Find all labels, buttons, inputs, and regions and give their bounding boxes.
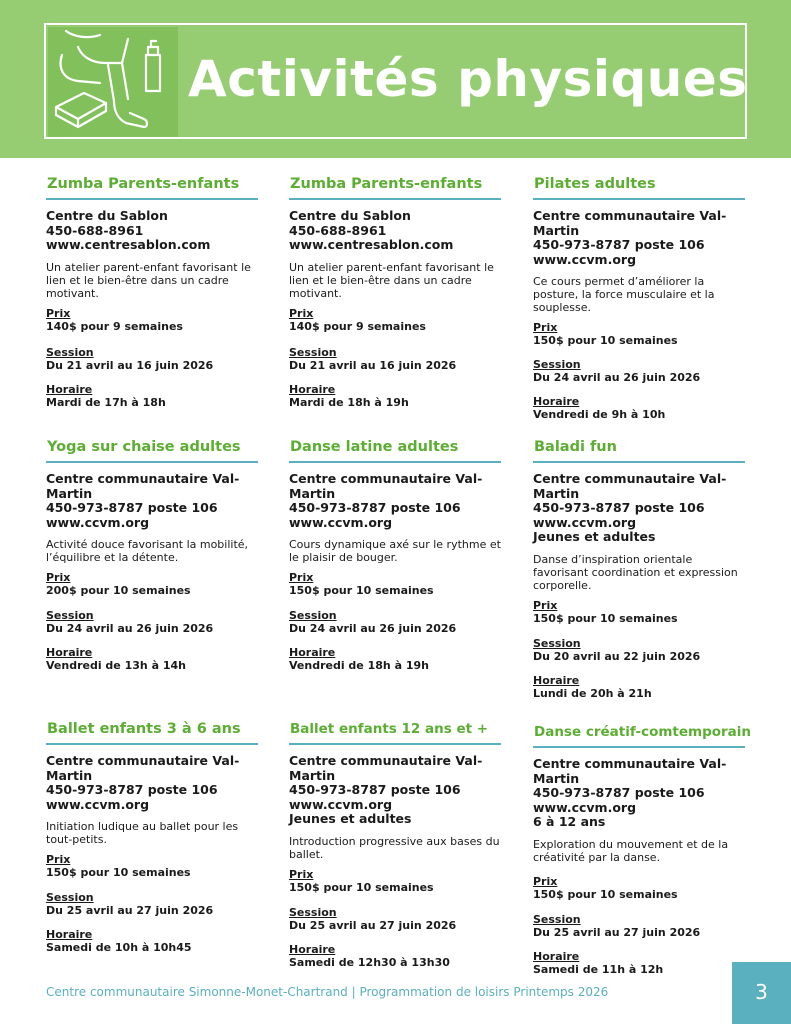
phone-number: 450-973-8787 poste 106 xyxy=(46,782,218,798)
audience: Jeunes et adultes xyxy=(533,529,656,545)
center-name-cont: Martin xyxy=(46,485,93,501)
session-section xyxy=(533,914,745,939)
card-contact xyxy=(533,757,745,830)
audience: Jeunes et adultes xyxy=(289,811,412,827)
activity-card-danse-latine xyxy=(289,439,501,672)
center-name: Centre communautaire Val- xyxy=(46,471,240,486)
center-name: Centre communautaire Val- xyxy=(533,756,727,771)
price-value: 150$ pour 10 semaines xyxy=(533,334,678,348)
price-label: Prix xyxy=(289,571,314,585)
center-name: Centre du Sablon xyxy=(289,208,411,223)
schedule-section xyxy=(46,647,258,672)
center-name: Centre communautaire Val- xyxy=(46,753,240,768)
website: www.ccvm.org xyxy=(533,251,637,267)
session-section xyxy=(46,610,258,635)
audience: 6 à 12 ans xyxy=(533,814,606,830)
website: www.centresablon.com xyxy=(46,237,211,253)
schedule-section xyxy=(533,675,745,700)
price-section xyxy=(46,308,258,333)
page-header xyxy=(0,0,791,158)
price-label: Prix xyxy=(533,874,558,888)
price-value: 140$ pour 9 semaines xyxy=(46,319,183,333)
center-name-cont: Martin xyxy=(533,770,580,786)
card-title: Baladi fun xyxy=(534,439,617,455)
schedule-value: Samedi de 12h30 à 13h30 xyxy=(289,955,450,969)
price-label: Prix xyxy=(533,321,558,335)
activity-card-ballet-3-6 xyxy=(46,721,258,954)
center-name: Centre communautaire Val- xyxy=(289,753,483,768)
price-section xyxy=(533,322,745,347)
session-label: Session xyxy=(533,358,581,372)
schedule-label: Horaire xyxy=(289,942,336,956)
session-label: Session xyxy=(289,609,337,623)
schedule-section xyxy=(533,396,745,421)
website: www.ccvm.org xyxy=(46,514,150,530)
session-value: Du 21 avril au 16 juin 2026 xyxy=(46,358,214,372)
phone-number: 450-973-8787 poste 106 xyxy=(46,500,218,516)
center-name-cont: Martin xyxy=(289,485,336,501)
schedule-label: Horaire xyxy=(289,646,336,660)
card-divider xyxy=(46,198,258,200)
page-number-box xyxy=(732,962,791,1024)
card-contact xyxy=(533,472,745,545)
price-section xyxy=(289,869,501,894)
price-section xyxy=(46,854,258,879)
session-value: Du 25 avril au 27 juin 2026 xyxy=(46,904,214,918)
session-value: Du 25 avril au 27 juin 2026 xyxy=(289,918,457,932)
session-value: Du 20 avril au 22 juin 2026 xyxy=(533,649,701,663)
activity-card-zumba-2 xyxy=(289,176,501,409)
schedule-label: Horaire xyxy=(46,382,93,396)
website: www.ccvm.org xyxy=(289,796,393,812)
price-label: Prix xyxy=(46,853,71,867)
footer-text: Centre communautaire Simonne-Monet-Chartrand | Programmation de loisirs Printemps 2026 xyxy=(46,985,609,999)
page-title: Activités physiques xyxy=(188,50,748,108)
card-title: Zumba Parents-enfants xyxy=(47,176,240,192)
session-section xyxy=(289,907,501,932)
activity-card-ballet-12 xyxy=(289,721,501,969)
card-contact xyxy=(46,209,258,253)
website: www.ccvm.org xyxy=(533,799,637,815)
schedule-section xyxy=(533,951,745,976)
schedule-label: Horaire xyxy=(46,928,93,942)
schedule-value: Samedi de 11h à 12h xyxy=(533,962,664,976)
card-description: Introduction progressive aux bases du ballet. xyxy=(289,834,500,861)
card-title: Pilates adultes xyxy=(534,176,656,192)
card-divider xyxy=(533,746,745,748)
session-section xyxy=(289,610,501,635)
price-label: Prix xyxy=(533,598,558,612)
card-divider xyxy=(289,743,501,745)
phone-number: 450-688-8961 xyxy=(46,222,144,238)
fitness-illustration-icon xyxy=(48,27,178,137)
website: www.centresablon.com xyxy=(289,237,454,253)
phone-number: 450-973-8787 poste 106 xyxy=(289,500,461,516)
price-value: 150$ pour 10 semaines xyxy=(46,866,191,880)
phone-number: 450-688-8961 xyxy=(289,222,387,238)
price-section xyxy=(533,600,745,625)
price-section xyxy=(533,876,745,901)
website: www.ccvm.org xyxy=(533,514,637,530)
price-value: 150$ pour 10 semaines xyxy=(533,611,678,625)
activity-card-pilates xyxy=(533,176,745,421)
card-contact xyxy=(46,754,258,812)
schedule-section xyxy=(46,929,258,954)
center-name: Centre communautaire Val- xyxy=(533,471,727,486)
session-value: Du 24 avril au 26 juin 2026 xyxy=(289,622,457,636)
schedule-value: Lundi de 20h à 21h xyxy=(533,686,652,700)
session-section xyxy=(533,359,745,384)
card-contact xyxy=(289,754,501,827)
schedule-section xyxy=(289,944,501,969)
card-divider xyxy=(289,461,501,463)
card-description: Cours dynamique axé sur le rythme et le plaisir de bouger. xyxy=(289,538,501,565)
phone-number: 450-973-8787 poste 106 xyxy=(533,500,705,516)
card-contact xyxy=(289,209,501,253)
card-divider xyxy=(46,461,258,463)
price-label: Prix xyxy=(289,867,314,881)
card-description: Exploration du mouvement et de la créativité par la danse. xyxy=(533,837,729,864)
card-divider xyxy=(533,461,745,463)
center-name: Centre du Sablon xyxy=(46,208,168,223)
card-title: Ballet enfants 12 ans et + xyxy=(290,721,489,737)
session-section xyxy=(289,347,501,372)
price-value: 150$ pour 10 semaines xyxy=(533,887,678,901)
session-label: Session xyxy=(289,905,337,919)
center-name: Centre communautaire Val- xyxy=(289,471,483,486)
session-label: Session xyxy=(46,345,94,359)
session-section xyxy=(46,347,258,372)
schedule-label: Horaire xyxy=(289,382,336,396)
card-title: Danse latine adultes xyxy=(290,439,459,455)
price-section xyxy=(46,572,258,597)
activity-card-danse-creatif xyxy=(533,724,752,976)
price-label: Prix xyxy=(46,571,71,585)
card-description: Un atelier parent-enfant favorisant le lien et le bien-être dans un cadre motivant. xyxy=(46,260,251,300)
session-section xyxy=(46,892,258,917)
session-label: Session xyxy=(289,345,337,359)
activity-card-zumba-1 xyxy=(46,176,258,409)
price-value: 200$ pour 10 semaines xyxy=(46,584,191,598)
card-description: Un atelier parent-enfant favorisant le lien et le bien-être dans un cadre motivant. xyxy=(289,260,494,300)
price-label: Prix xyxy=(289,306,314,320)
center-name: Centre communautaire Val- xyxy=(533,208,727,223)
schedule-section xyxy=(289,647,501,672)
card-divider xyxy=(533,198,745,200)
card-title: Yoga sur chaise adultes xyxy=(47,439,241,455)
schedule-label: Horaire xyxy=(533,949,580,963)
session-value: Du 24 avril au 26 juin 2026 xyxy=(533,371,701,385)
card-divider xyxy=(289,198,501,200)
schedule-value: Vendredi de 9h à 10h xyxy=(533,408,666,422)
schedule-label: Horaire xyxy=(533,395,580,409)
schedule-value: Vendredi de 13h à 14h xyxy=(46,659,186,673)
session-value: Du 24 avril au 26 juin 2026 xyxy=(46,622,214,636)
price-value: 140$ pour 9 semaines xyxy=(289,319,426,333)
center-name-cont: Martin xyxy=(289,767,336,783)
session-section xyxy=(533,638,745,663)
price-section xyxy=(289,572,501,597)
website: www.ccvm.org xyxy=(46,796,150,812)
schedule-value: Mardi de 17h à 18h xyxy=(46,395,166,409)
card-description: Ce cours permet d’améliorer la posture, la force musculaire et la souplesse. xyxy=(533,275,715,315)
center-name-cont: Martin xyxy=(533,222,580,238)
schedule-value: Samedi de 10h à 10h45 xyxy=(46,941,192,955)
phone-number: 450-973-8787 poste 106 xyxy=(289,782,461,798)
activity-card-yoga xyxy=(46,439,258,672)
session-label: Session xyxy=(533,636,581,650)
card-contact xyxy=(46,472,258,530)
session-label: Session xyxy=(46,891,94,905)
card-contact xyxy=(533,209,745,267)
price-value: 150$ pour 10 semaines xyxy=(289,584,434,598)
price-label: Prix xyxy=(46,306,71,320)
phone-number: 450-973-8787 poste 106 xyxy=(533,237,705,253)
schedule-value: Vendredi de 18h à 19h xyxy=(289,659,429,673)
card-description: Initiation ludique au ballet pour les tout-petits. xyxy=(46,820,239,847)
card-title: Danse créatif-comtemporain xyxy=(534,724,752,740)
card-contact xyxy=(289,472,501,530)
schedule-value: Mardi de 18h à 19h xyxy=(289,395,409,409)
session-value: Du 21 avril au 16 juin 2026 xyxy=(289,358,457,372)
price-value: 150$ pour 10 semaines xyxy=(289,880,434,894)
center-name-cont: Martin xyxy=(46,767,93,783)
price-section xyxy=(289,308,501,333)
session-value: Du 25 avril au 27 juin 2026 xyxy=(533,925,701,939)
page-number: 3 xyxy=(755,980,768,1004)
card-title: Zumba Parents-enfants xyxy=(290,176,483,192)
activity-card-baladi xyxy=(533,439,745,700)
card-title: Ballet enfants 3 à 6 ans xyxy=(47,721,241,737)
schedule-label: Horaire xyxy=(46,646,93,660)
schedule-section xyxy=(289,384,501,409)
card-description: Danse d’inspiration orientale favorisant coordination et expression corporelle. xyxy=(533,552,738,592)
card-description: Activité douce favorisant la mobilité, l’équilibre et la détente. xyxy=(46,538,249,565)
center-name-cont: Martin xyxy=(533,485,580,501)
session-label: Session xyxy=(533,912,581,926)
card-divider xyxy=(46,743,258,745)
schedule-section xyxy=(46,384,258,409)
phone-number: 450-973-8787 poste 106 xyxy=(533,785,705,801)
session-label: Session xyxy=(46,609,94,623)
website: www.ccvm.org xyxy=(289,514,393,530)
schedule-label: Horaire xyxy=(533,673,580,687)
